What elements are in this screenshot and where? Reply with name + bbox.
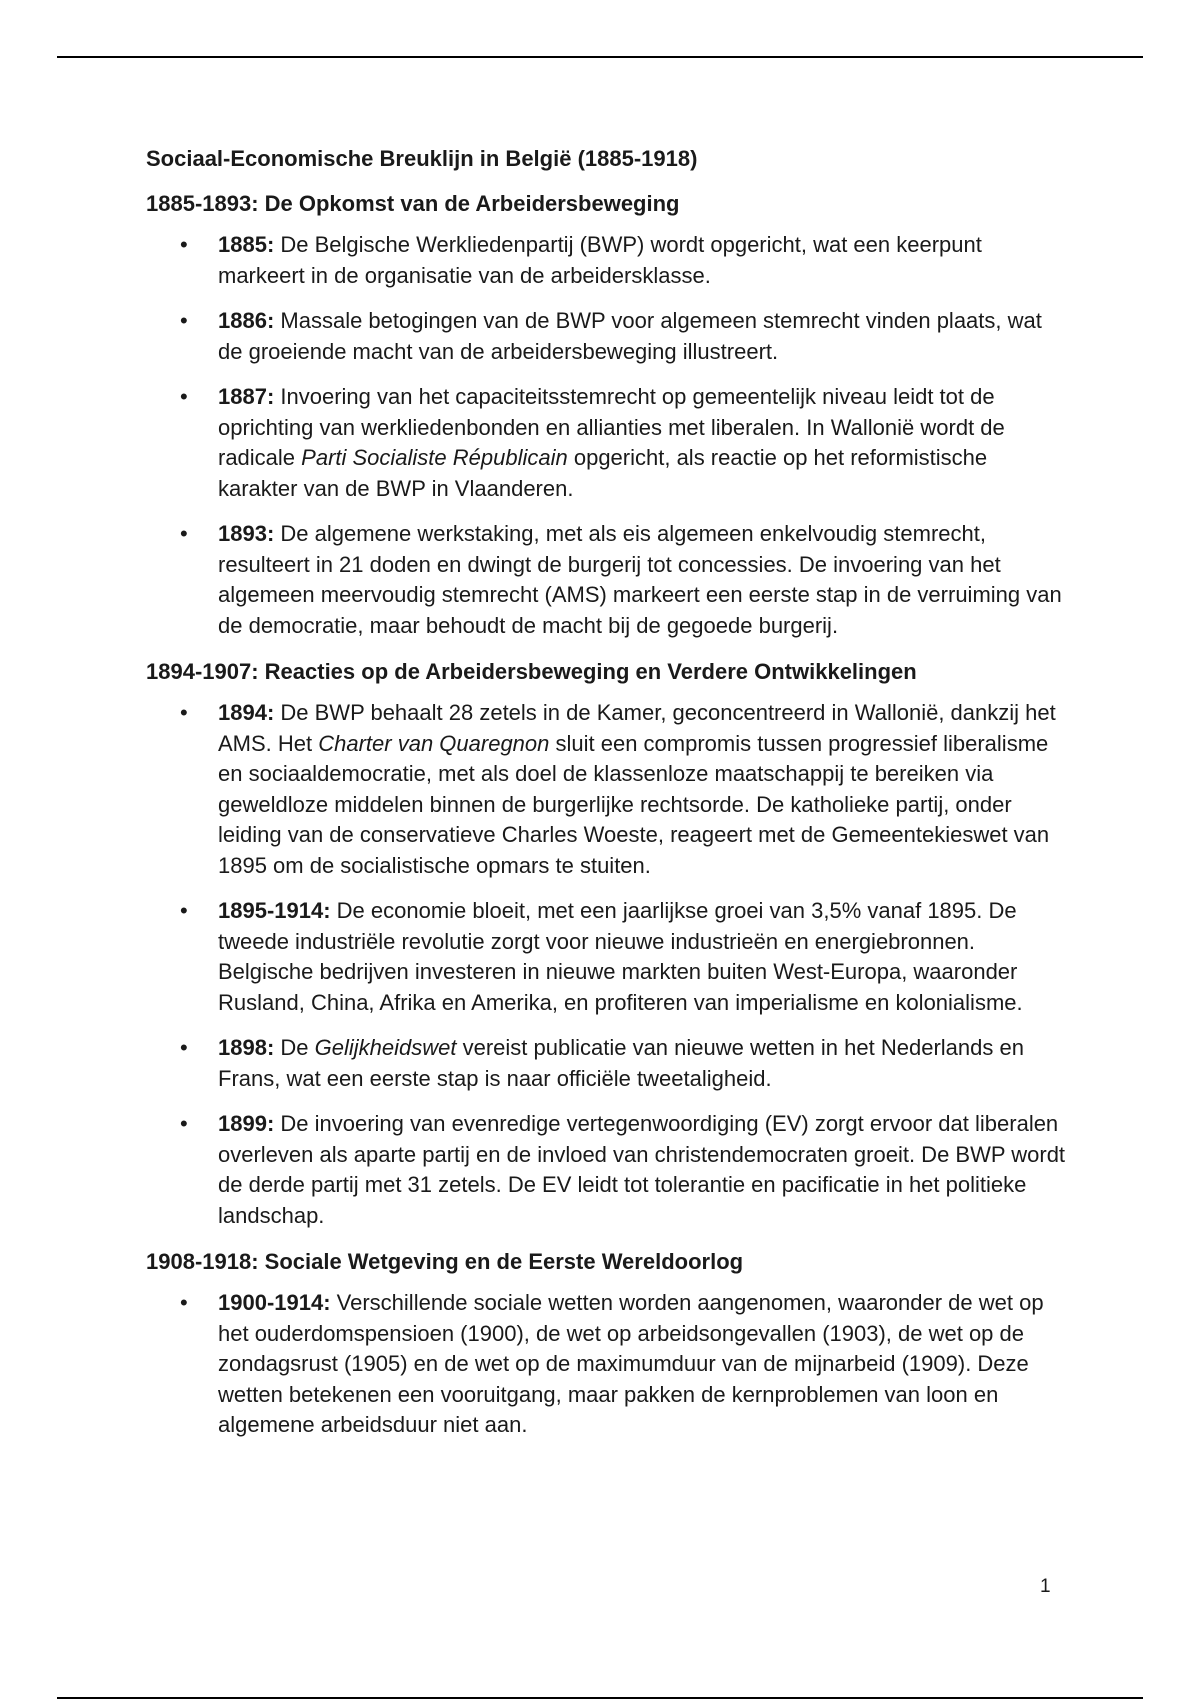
list-item-text: Invoering van het capaciteitsstemrecht op gemeentelijk niveau leidt tot de oprichting van werkliedenbonden en allianties met liberalen. In Wallonië wordt de radicale [218,384,1005,470]
list-item-year: 1893: [218,521,275,546]
list-item-year: 1887: [218,384,275,409]
list-item [146,698,1066,881]
page-number: 1 [1040,1576,1051,1597]
list-item [146,896,1066,1018]
bullet-list [146,698,1066,1231]
list-item-year: 1899: [218,1111,275,1136]
list-item-year: 1886: [218,308,275,333]
list-item [146,519,1066,641]
list-item-italic-term: Charter van Quaregnon [318,730,550,756]
list-item-text: De algemene werkstaking, met als eis algemeen enkelvoudig stemrecht, resulteert in 21 doden en dwingt de burgerij tot concessies. De invoering van het algemeen meervoudig stemrecht (AMS) markeert een eerste stap in de verruiming van de democratie, maar behoudt de macht bij de gegoede burgerij. [218,521,1062,638]
list-item [146,306,1066,367]
document-body [146,143,1066,1456]
list-item-text: Massale betogingen van de BWP voor algemeen stemrecht vinden plaats, wat de groeiende macht van de arbeidersbeweging illustreert. [218,308,1042,364]
header-rule [57,56,1143,58]
list-item-text: De invoering van evenredige vertegenwoordiging (EV) zorgt ervoor dat liberalen overleven als aparte partij en de invloed van christendemocraten groeit. De BWP wordt de derde partij met 31 zetels. De EV leidt tot tolerantie en pacificatie in het politieke landschap. [218,1111,1066,1228]
bullet-list [146,230,1066,641]
list-item [146,1288,1066,1441]
list-item [146,1033,1066,1094]
list-item-text: Verschillende sociale wetten worden aangenomen, waaronder de wet op het ouderdomspensioen (1900), de wet op arbeidsongevallen (1903), de wet op de zondagsrust (1905) en de wet op de maximumduur van de mijnarbeid (1909). Deze wetten betekenen een vooruitgang, maar pakken de kernproblemen van loon en algemene arbeidsduur niet aan. [218,1290,1044,1437]
list-item [146,1109,1066,1231]
list-item-year: 1894: [218,700,275,725]
list-item-text: sluit een compromis tussen progressief liberalisme en sociaaldemocratie, met als doel de klassenloze maatschappij te bereiken via geweldloze middelen binnen de burgerlijke rechtsorde. De katholieke partij, onder leiding van de conservatieve Charles Woeste, reageert met de Gemeentekieswet van 1895 om de socialistische opmars te stuiten. [218,730,1050,878]
list-item-text: De [274,1035,315,1060]
list-item [146,382,1066,504]
list-item-text: opgericht, als reactie op het reformistische karakter van de BWP in Vlaanderen. [218,445,988,501]
list-item-italic-term: Gelijkheidswet [314,1035,457,1060]
list-item-text: De economie bloeit, met een jaarlijkse groei van 3,5% vanaf 1895. De tweede industriële revolutie zorgt voor nieuwe industrieën en energiebronnen. Belgische bedrijven investeren in nieuwe markten buiten West-Europa, waaronder Rusland, China, Afrika en Amerika, en profiteren van imperialisme en kolonialisme. [218,898,1023,1015]
document-title: Sociaal-Economische Breuklijn in België (1885-1918) [146,146,698,171]
list-item-text: De Belgische Werkliedenpartij (BWP) wordt opgericht, wat een keerpunt markeert in de organisatie van de arbeidersklasse. [218,232,982,288]
section-heading: 1894-1907: Reacties op de Arbeidersbeweging en Verdere Ontwikkelingen [146,659,917,684]
footer-rule [57,1697,1143,1699]
list-item-text: De BWP behaalt 28 zetels in de Kamer, geconcentreerd in Wallonië, dankzij het AMS. Het [218,700,1056,756]
list-item [146,230,1066,291]
list-item-year: 1885: [218,232,275,257]
list-item-italic-term: Parti Socialiste Républicain [301,445,568,470]
section-heading: 1885-1893: De Opkomst van de Arbeidersbeweging [146,191,680,216]
list-item-year: 1898: [218,1035,275,1060]
list-item-text: vereist publicatie van nieuwe wetten in het Nederlands en Frans, wat een eerste stap is naar officiële tweetaligheid. [218,1035,1024,1091]
bullet-list [146,1288,1066,1441]
list-item-year: 1895-1914: [218,898,331,923]
section-heading: 1908-1918: Sociale Wetgeving en de Eerste Wereldoorlog [146,1249,744,1274]
list-item-year: 1900-1914: [218,1290,331,1315]
